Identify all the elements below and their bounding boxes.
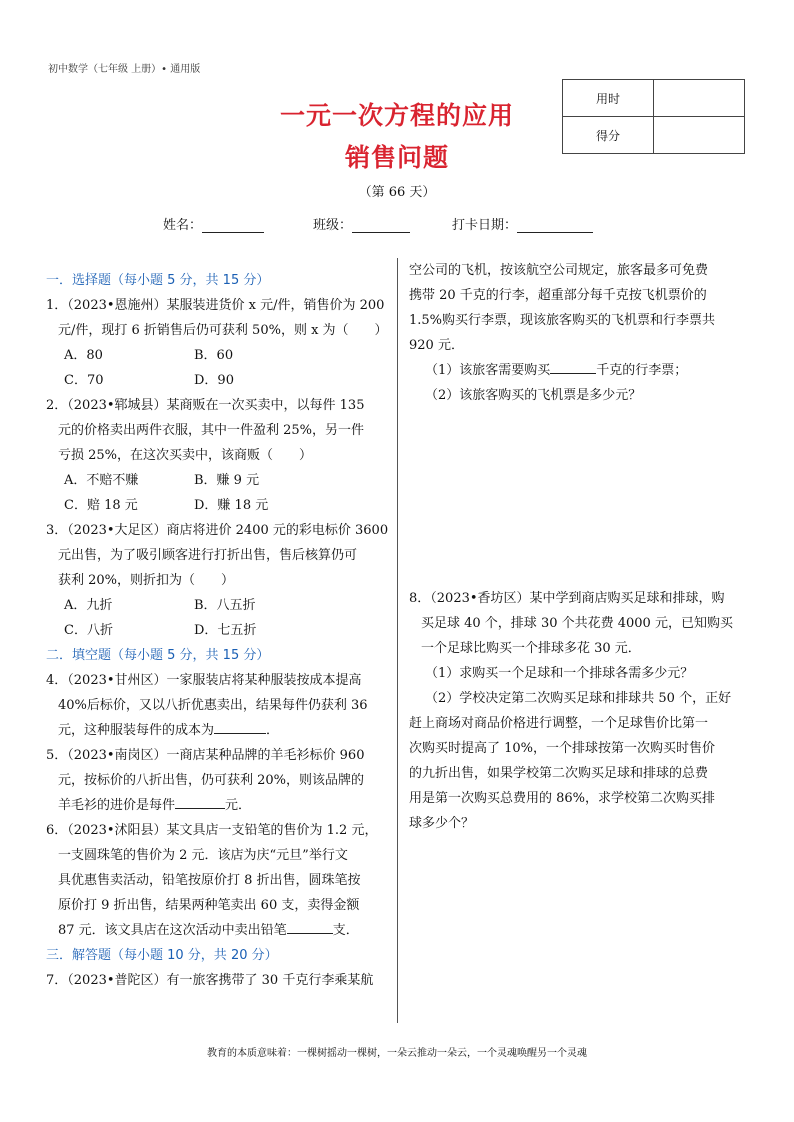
- q8-sub-2: （2）学校决定第二次购买足球和排球共 50 个，正好: [425, 691, 732, 706]
- q1-options: [46, 368, 390, 393]
- q4-line: [46, 718, 390, 743]
- page-title: 一元一次方程的应用: [279, 101, 514, 130]
- q7-line: 携带 20 千克的行李，超重部分每千克按飞机票价的: [409, 288, 707, 303]
- q7-line: 7．（2023•普陀区）有一旅客携带了 30 千克行李乘某航: [46, 973, 374, 988]
- q6-line: 6．（2023•沭阳县）某文具店一支铅笔的售价为 1.2 元，: [46, 823, 378, 838]
- answer-blank[interactable]: [287, 919, 333, 934]
- q8-line: 赶上商场对商品价格进行调整，一个足球售价比第一: [409, 716, 709, 731]
- q4-line: 4．（2023•甘州区）一家服装店将某种服装按成本提高: [46, 673, 362, 688]
- name-label: 姓名：: [163, 218, 203, 233]
- option-a[interactable]: A．不赔不赚: [64, 473, 139, 488]
- q6-text-end: 支．: [332, 923, 359, 938]
- q6-line: 一支圆珠笔的售价为 2 元．该店为庆“元旦”举行文: [58, 848, 348, 863]
- student-class-field[interactable]: [313, 214, 410, 233]
- section-fill-heading: 二．填空题（每小题 5 分，共 15 分）: [46, 648, 270, 663]
- q7-sub-1-text: （1）该旅客需要购买: [425, 363, 551, 378]
- time-label: 用时: [563, 80, 654, 117]
- q8-line: 8．（2023•香坊区）某中学到商店购买足球和排球，购: [409, 591, 725, 606]
- student-name-field[interactable]: [163, 214, 264, 233]
- q8-line: 用是第一次购买总费用的 86%，求学校第二次购买排: [409, 791, 716, 806]
- class-blank[interactable]: [352, 219, 410, 233]
- day-label: （第 66 天）: [358, 185, 436, 200]
- q3-options: [46, 618, 390, 643]
- q8-line: 次购买时提高了 10%，一个排球按第一次购买时售价: [409, 741, 716, 756]
- question-7-start: [46, 968, 390, 993]
- q5-line: [46, 793, 390, 818]
- option-a[interactable]: A．80: [64, 348, 103, 363]
- question-2: [46, 393, 390, 518]
- q3-line: 获利 20%，则折扣为（ ）: [58, 573, 235, 588]
- footer-quote: 教育的本质意味着：一棵树摇动一棵树，一朵云推动一朵云，一个灵魂唤醒另一个灵魂: [207, 1048, 587, 1059]
- score-label: 得分: [563, 117, 654, 154]
- q8-line: 一个足球比购买一个排球多花 30 元．: [421, 641, 641, 656]
- q7-line: 920 元．: [409, 338, 464, 353]
- answer-space-q7[interactable]: [409, 408, 749, 586]
- right-column: [409, 258, 749, 836]
- column-divider: [397, 258, 398, 1023]
- option-a[interactable]: A．九折: [64, 598, 113, 613]
- header-note: 初中数学（七年级 上册）• 通用版: [48, 64, 201, 75]
- class-label: 班级：: [313, 218, 353, 233]
- section-answer-heading: 三．解答题（每小题 10 分，共 20 分）: [46, 948, 278, 963]
- q1-line: 1．（2023•恩施州）某服装进货价 x 元/件，销售价为 200: [46, 298, 385, 313]
- q4-text: 元，这种服装每件的成本为: [58, 723, 215, 738]
- q4-text-end: ．: [266, 723, 280, 738]
- q6-line: 具优惠售卖活动，铅笔按原价打 8 折出售，圆珠笔按: [58, 873, 361, 888]
- q5-text-end: 元．: [225, 798, 252, 813]
- q7-line: 空公司的飞机，按该航空公司规定，旅客最多可免费: [409, 263, 709, 278]
- q2-options: [46, 493, 390, 518]
- answer-blank[interactable]: [175, 794, 225, 809]
- option-c[interactable]: C．70: [64, 373, 104, 388]
- date-label: 打卡日期：: [452, 218, 518, 233]
- q7-line: 1.5%购买行李票，现该旅客购买的飞机票和行李票共: [409, 313, 716, 328]
- option-d[interactable]: D．90: [194, 373, 234, 388]
- q1-options: [46, 343, 390, 368]
- q5-line: 5．（2023•南岗区）一商店某种品牌的羊毛衫标价 960: [46, 748, 365, 763]
- q4-line: 40%后标价，又以八折优惠卖出，结果每件仍获利 36: [58, 698, 368, 713]
- question-6: [46, 818, 390, 943]
- option-b[interactable]: B．八五折: [194, 598, 256, 613]
- page-subtitle: 销售问题: [344, 143, 449, 172]
- checkin-date-field[interactable]: [452, 214, 593, 233]
- q1-line: 元/件，现打 6 折销售后仍可获利 50%，则 x 为（ ）: [58, 323, 388, 338]
- q6-line: 原价打 9 折出售，结果两种笔卖出 60 支，卖得金额: [58, 898, 360, 913]
- q8-sub-1: （1）求购买一个足球和一个排球各需多少元？: [425, 666, 694, 681]
- option-d[interactable]: D．赚 18 元: [194, 498, 269, 513]
- name-blank[interactable]: [202, 219, 264, 233]
- answer-blank[interactable]: [550, 359, 596, 374]
- q2-options: [46, 468, 390, 493]
- q2-line: 元的价格卖出两件衣服，其中一件盈利 25%，另一件: [58, 423, 365, 438]
- q6-text: 87 元．该文具店在这次活动中卖出铅笔: [58, 923, 287, 938]
- question-4: [46, 668, 390, 743]
- q8-line: 的九折出售，如果学校第二次购买足球和排球的总费: [409, 766, 709, 781]
- q3-options: [46, 593, 390, 618]
- q5-line: 元，按标价的八折出售，仍可获利 20%，则该品牌的: [58, 773, 365, 788]
- q2-line: 2．（2023•郓城县）某商贩在一次买卖中，以每件 135: [46, 398, 365, 413]
- q7-sub-2: （2）该旅客购买的飞机票是多少元？: [425, 388, 642, 403]
- date-blank[interactable]: [517, 219, 593, 233]
- q7-sub-1-end: 千克的行李票；: [596, 363, 688, 378]
- option-c[interactable]: C．八折: [64, 623, 113, 638]
- time-score-table: [562, 79, 745, 154]
- q3-line: 3．（2023•大足区）商店将进价 2400 元的彩电标价 3600: [46, 523, 389, 538]
- q2-line: 亏损 25%，在这次买卖中，该商贩（ ）: [58, 448, 313, 463]
- option-d[interactable]: D．七五折: [194, 623, 257, 638]
- question-1: [46, 293, 390, 393]
- q8-line: 买足球 40 个，排球 30 个共花费 4000 元，已知购买: [421, 616, 733, 631]
- question-8: [409, 586, 749, 836]
- q7-sub-1: [409, 358, 749, 383]
- time-value-cell[interactable]: [654, 80, 745, 117]
- question-5: [46, 743, 390, 818]
- option-b[interactable]: B．60: [194, 348, 234, 363]
- question-3: [46, 518, 390, 643]
- answer-blank[interactable]: [214, 719, 266, 734]
- score-value-cell[interactable]: [654, 117, 745, 154]
- option-c[interactable]: C．赔 18 元: [64, 498, 138, 513]
- section-choice-heading: 一．选择题（每小题 5 分，共 15 分）: [46, 273, 270, 288]
- q8-line: 球多少个？: [409, 816, 475, 831]
- q5-text: 羊毛衫的进价是每件: [58, 798, 176, 813]
- question-7-continued: [409, 258, 749, 408]
- q6-line: [46, 918, 390, 943]
- option-b[interactable]: B．赚 9 元: [194, 473, 260, 488]
- q3-line: 元出售，为了吸引顾客进行打折出售，售后核算仍可: [58, 548, 358, 563]
- left-column: [46, 268, 390, 993]
